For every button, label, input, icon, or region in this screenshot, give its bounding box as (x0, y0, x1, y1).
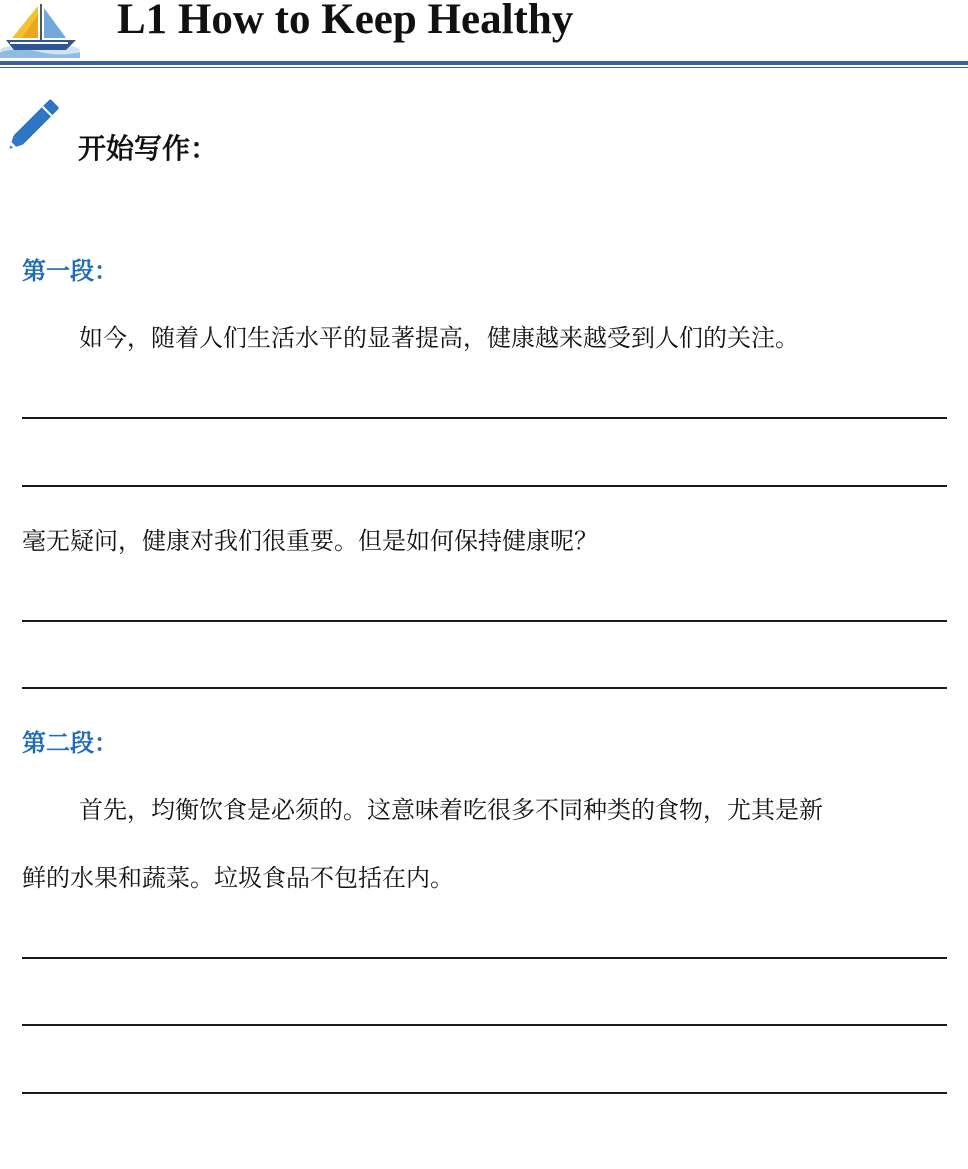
paragraph-line: 毫无疑问，健康对我们很重要。但是如何保持健康呢？ (22, 527, 598, 555)
document-title: L1 How to Keep Healthy (117, 0, 574, 43)
writing-heading: 开始写作： (78, 132, 219, 165)
paragraph-line: 首先，均衡饮食是必须的。这意味着吃很多不同种类的食物，尤其是新 (79, 796, 823, 824)
section-label-2: 第二段： (22, 728, 118, 757)
answer-line[interactable] (22, 417, 947, 419)
answer-line[interactable] (22, 687, 947, 689)
answer-line[interactable] (22, 620, 947, 622)
sailboat-logo-icon (0, 0, 90, 58)
section-label-1: 第一段： (22, 256, 118, 285)
page-header (0, 0, 968, 70)
paragraph-line: 鲜的水果和蔬菜。垃圾食品不包括在内。 (22, 864, 454, 892)
answer-line[interactable] (22, 1092, 947, 1094)
header-divider (0, 61, 968, 65)
answer-line[interactable] (22, 485, 947, 487)
pencil-icon (0, 92, 68, 158)
paragraph-line: 如今，随着人们生活水平的显著提高，健康越来越受到人们的关注。 (79, 324, 799, 352)
header-divider-thin (0, 67, 968, 68)
answer-line[interactable] (22, 957, 947, 959)
answer-line[interactable] (22, 1024, 947, 1026)
